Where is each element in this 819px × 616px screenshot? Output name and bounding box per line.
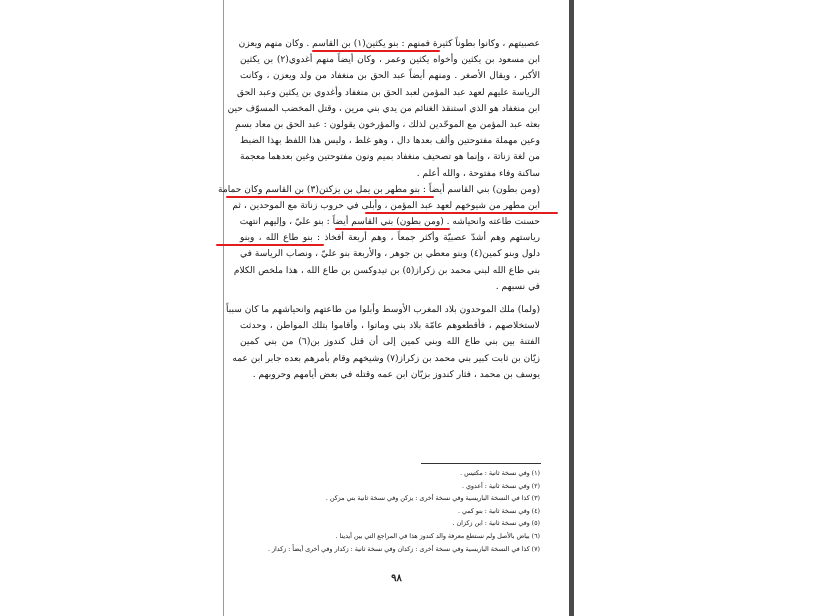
- text-line-content: دلول وبنو كمين(٤) وبنو معطي بن جوهر ، والأربعة بنو عليّ ، ونصاب الرياسة في: [240, 249, 540, 260]
- footnote: (٧) كذا في النسخة الباريسية وفي نسخة أخرى : زكدان وفي نسخة ثانية : زكدار وفي أخرى أيضاً : زكداز .: [267, 545, 540, 553]
- text-line: [240, 279, 540, 295]
- footnote-rule: [421, 463, 541, 464]
- text-line-content: ابن مسعود بن يكثين وأخواه يكثين وعمر ، وكان أيضاً منهم أغدوي(٢) بن يكثين: [240, 55, 540, 66]
- text-line-content: الأكبر ، ويقال الأصغر . ومنهم أيضاً عبد الحق بن منغفاد من ولد ويعزن ، وكانت: [240, 71, 540, 82]
- text-line-content: وعين مهملة مفتوحتين وألف بعدها دال ، وهو غلط ، وليس هذا اللفظ بهذا الضبط: [240, 136, 540, 147]
- text-line: [240, 367, 540, 383]
- text-line: [240, 133, 540, 149]
- text-line-content: حسنت طاعته وانحياشه . (ومن بطون) بني القاسم أيضاً : بنو عليّ ، وإليهم انتهت: [239, 217, 540, 228]
- text-line: [232, 198, 540, 214]
- footnote: (٣) كذا في النسخة الباريسية وفي نسخة أخرى : يزكن وفي نسخة ثانية بني مزكن .: [325, 495, 540, 503]
- text-line: [240, 246, 540, 262]
- text-line-content: زيّان بن ثابت كبير بني محمد بن زكراز(٧) وشيخهم وقام بأمرهم بعده جابر ابن عمه: [232, 353, 540, 364]
- text-line-content: من لغة زناتة ، وإنما هو تصحيف منغفاد بميم ونون مفتوحتين وغين بعدهما معجمة: [240, 152, 540, 163]
- text-line: [240, 230, 540, 246]
- body-text: [218, 36, 540, 383]
- page-number: ٩٨: [391, 573, 402, 584]
- footnote: (٢) وفي نسخة ثانية : أعدوي .: [461, 482, 540, 490]
- text-line: [240, 52, 540, 68]
- footnotes: [240, 468, 540, 556]
- footnote: (٥) وفي نسخة ثانية : ابن زكزان .: [452, 520, 540, 528]
- text-line: [218, 182, 540, 198]
- text-line-content: في نسبهم .: [495, 281, 540, 292]
- text-line: [227, 101, 540, 117]
- text-line: [232, 351, 540, 367]
- footnote: (٦) بياض بالأصل ولم نستطع معرفة والد كندوز هذا في المراجع التي بين أيدينا .: [335, 532, 540, 540]
- text-line: [240, 149, 540, 165]
- text-line-content: ابن مطهر من شيوخهم لعهد عبد المؤمن ، وأبلى في حروب زناتة مع الموحدين ، ثم: [232, 200, 540, 211]
- text-line-content: عصبيتهم ، وكانوا بطوناً كثيرة فمنهم : بنو يكثين(١) بن القاسم . وكان منهم ويعزن: [238, 39, 540, 49]
- text-line-content: ساكنة وفاء مفتوحة ، والله أعلم .: [416, 168, 540, 179]
- text-line: [240, 334, 540, 350]
- text-line-content: رياستهم وهم أشدّ عصبيّة وأكثر جمعاً ، وهم أربعة أفخاذ : بنو طاع الله ، وبنو: [240, 233, 540, 244]
- footnote: (١) وفي نسخة ثانية : مكتيس .: [460, 470, 540, 477]
- book-page: [218, 0, 569, 616]
- text-line: [240, 214, 540, 230]
- text-line: [235, 117, 540, 133]
- text-line: [225, 302, 540, 318]
- text-line-content: يوسف بن محمد ، فثار كندوز بزيّان ابن عمه وقتله في بعض أيامهم وحروبهم .: [252, 369, 540, 380]
- text-line: [237, 85, 540, 101]
- text-line-content: الرياسة عليهم لعهد عبد المؤمن لعبد الحق بن منغفاد وأغدوي بن يكثين وعبد الحق: [237, 87, 540, 98]
- text-line-content: بني طاع الله لبني محمد بن زكراز(٥) بن تيدوكسن بن طاع الله ، هذا ملخص الكلام: [233, 265, 540, 276]
- text-line-content: (ولما) ملك الموحدون بلاد المغرب الأوسط وأبلوا من طاعتهم وانحياشهم ما كان سبباً: [225, 305, 540, 315]
- text-line-content: ابن منغفاد هو الذي استنقذ الغنائم من يدي بني مرين ، وقتل المخضب المسوّف حين: [227, 103, 540, 114]
- text-line: [233, 263, 540, 279]
- text-line-content: (ومن بطون) بني القاسم أيضاً : بنو مطهر بن يمل بن يزكتن(٣) بن القاسم وكان حمامة: [218, 184, 540, 195]
- text-line-content: الفتنة بين بني طاع الله وبني كمين إلى أن قتل كندوز بن(٦) من بني كمين: [240, 337, 540, 348]
- text-line: [240, 166, 540, 182]
- text-line-content: لاستخلاصهم ، فأقطعوهم عامّة بلاد بني وماتوا ، وأقاموا بتلك المواطن ، وحدثت: [240, 321, 540, 332]
- footnote: (٤) وفي نسخة ثانية : بنو كمي .: [457, 507, 540, 515]
- text-line: [240, 318, 540, 334]
- text-line: [240, 36, 540, 52]
- text-line: [240, 68, 540, 84]
- text-line-content: بعثه عبد المؤمن مع الموحّدين لذلك ، والمؤرخون يقولون : عبد الحق بن معاد بسمِ: [235, 119, 540, 130]
